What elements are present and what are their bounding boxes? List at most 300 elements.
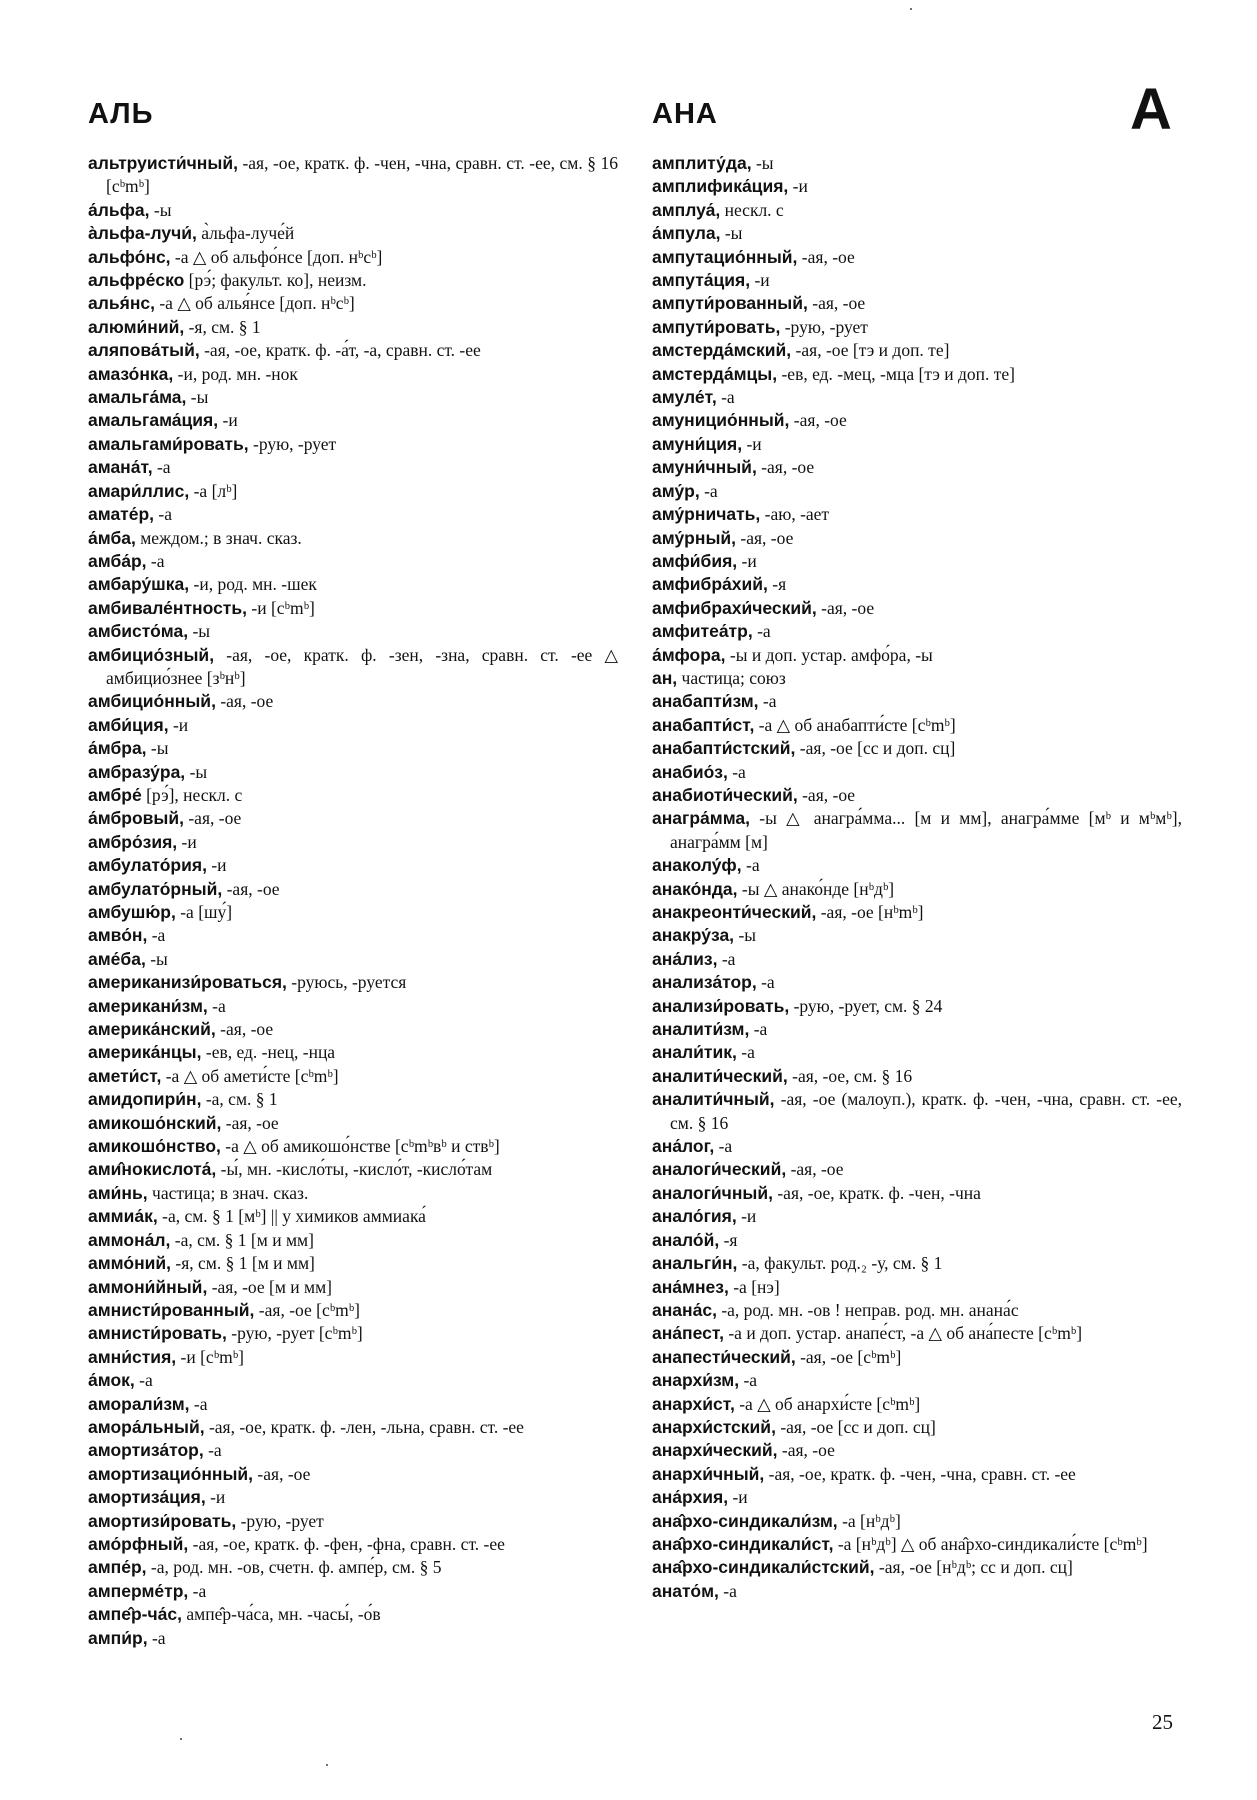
entry-headword: амальгами́ровать, [88,433,249,454]
entry-headword: америка́нцы, [88,1042,202,1063]
entry-headword: амво́н, [88,925,148,946]
entry-headword: а́мок, [88,1370,135,1391]
entry-body: -и [cᵇmᵇ] [247,597,315,618]
entry-body: -а, см. § 1 [м и мм] [170,1229,314,1250]
entry-headword: амстерда́мцы, [652,363,778,384]
entry-body: -а [шу́] [175,902,233,922]
dictionary-entry [88,807,618,830]
entry-headword: анализа́тор, [652,972,757,993]
dictionary-entry [652,1229,1182,1252]
entry-headword: амикошо́нский, [88,1112,222,1133]
entry-headword: амбулато́рия, [88,855,207,876]
dictionary-entry [88,1158,618,1181]
entry-headword: а́мба, [88,527,136,548]
entry-headword: ана̂рхо-синдикали́ст, [652,1533,834,1554]
dictionary-entry [652,222,1182,245]
entry-body: -ая, -ое (малоуп.), кратк. ф. -чен, -чна, сравн. ст. -ее, см. § 16 [670,1089,1182,1133]
entry-body: -а [756,972,775,993]
entry-headword: амана́т, [88,457,153,478]
entry-headword: альфо́нс, [88,246,171,267]
dictionary-entry [652,1018,1182,1041]
dictionary-entry [652,1463,1182,1486]
entry-headword: амазо́нка, [88,363,174,384]
dictionary-entry [88,386,618,409]
entry-headword: американи́зм, [88,995,208,1016]
entry-headword: аналити́чный, [652,1089,775,1110]
entry-body: -ая, -ое, кратк. ф. -чен, -чна, сравн. ст. -ее [764,1463,1076,1484]
entry-headword: амбулато́рный, [88,878,223,899]
dictionary-entry [652,1580,1182,1603]
dictionary-entry [652,480,1182,503]
entry-headword: амальгама́ция, [88,410,219,431]
entry-body: -и [168,714,189,735]
entry-body: -ы [188,621,211,642]
entry-headword: амфи́бия, [652,550,738,571]
entry-body: -и [737,550,757,571]
dictionary-entry [652,199,1182,222]
entry-body: -а, см. § 1 [201,1089,278,1110]
dictionary-entry [88,597,618,620]
entry-body: -ая, -ое, см. § 16 [787,1065,913,1086]
dictionary-entry [88,644,618,691]
dictionary-entry [88,1439,618,1462]
entry-headword: амети́ст, [88,1065,162,1086]
dictionary-entry [652,1088,1182,1135]
entry-headword: анана́с, [652,1299,717,1320]
entry-body: -ая, -ое [нᵇдᵇ; сс и доп. сц] [874,1557,1073,1578]
print-speck [326,1764,328,1766]
dictionary-entry [652,924,1182,947]
entry-headword: анакреонти́ческий, [652,902,817,922]
entry-headword: а́мпула, [652,223,721,244]
entry-headword: анабиоти́ческий, [652,784,798,805]
entry-body: -ая, -ое [нᵇmᵇ] [816,902,924,922]
section-letter: А [1130,77,1172,142]
entry-headword: ана̂рхо-синдикали́зм, [652,1510,838,1531]
entry-headword: амнисти́рованный, [88,1299,255,1320]
dictionary-entry [88,1276,618,1299]
entry-headword: ами́нь, [88,1182,148,1203]
entry-headword: ан, [652,667,678,688]
entry-body: -а [727,761,746,782]
dictionary-entry [652,1556,1182,1579]
dictionary-entry [88,1533,618,1556]
entry-body: -а [739,1370,758,1391]
entry-headword: амортиза́ция, [88,1487,206,1508]
entry-headword: амуни́чный, [652,457,757,478]
dictionary-entry [652,1135,1182,1158]
dictionary-entry [88,878,618,901]
dictionary-entry [88,1393,618,1416]
entry-body: -а △ об анархи́сте [cᵇmᵇ] [734,1393,921,1414]
entry-body: -и [218,410,238,431]
dictionary-entry [652,1182,1182,1205]
dictionary-entry [88,269,618,292]
entry-headword: анальги́н, [652,1253,738,1274]
entry-body: -ы́, мн. -кисло́ты, -кисло́т, -кисло́там [216,1159,493,1180]
entry-headword: а́мфора, [652,644,726,665]
entry-headword: анако́нда, [652,878,738,899]
entry-body: -ая, -ое [cᵇmᵇ] [795,1346,902,1367]
entry-body: -рую, -рует [780,316,868,337]
entry-body: [рэ́], нескл. с [141,784,243,805]
entry-headword: анало́гия, [652,1206,737,1227]
entry-headword: анализи́ровать, [652,995,790,1016]
entry-headword: амикошо́нство, [88,1136,221,1157]
dictionary-entry [652,1276,1182,1299]
dictionary-entry [652,175,1182,198]
entry-body: -ая, -ое, кратк. ф. -фен, -фна, сравн. ст. -ее [188,1533,505,1554]
dictionary-entry [88,409,618,432]
dictionary-entry [88,831,618,854]
entry-body: -а, род. мн. -ов ! неправ. род. мн. анана́с [716,1299,1019,1320]
dictionary-entry [652,573,1182,596]
entry-body: -а [146,550,165,571]
entry-headword: анагра́мма, [652,808,751,829]
entry-body: -и [205,1487,226,1508]
entry-body: -я, см. § 1 [184,316,261,337]
dictionary-entry [652,316,1182,339]
entry-headword: амуле́т, [652,387,717,408]
entry-body: -аю, -ает [760,504,830,525]
entry-headword: амбро́зия, [88,831,178,852]
entry-body: -а и доп. устар. анапе́ст, -а △ об ана́песте [cᵇmᵇ] [723,1323,1083,1344]
dictionary-entry [88,784,618,807]
entry-headword: анархи́ческий, [652,1440,778,1461]
dictionary-entry [88,1580,618,1603]
dictionary-entry [88,1112,618,1135]
entry-headword: ами̂нокислота́, [88,1159,217,1180]
entry-headword: амора́льный, [88,1416,205,1437]
entry-body: -ая, -ое [222,878,280,899]
entry-body: -а [189,1393,208,1414]
entry-body: -ы [145,948,168,969]
entry-body: частица; в знач. сказ. [147,1182,309,1203]
entry-body: -ая, -ое, кратк. ф. -чен, -чна [772,1182,981,1203]
entry-body: -ая, -ое [тэ и доп. те] [791,340,950,361]
entry-headword: аналити́ческий, [652,1065,788,1086]
dictionary-entry [88,1041,618,1064]
print-speck [910,8,912,10]
entry-body: -рую, -рует, см. § 24 [789,995,943,1016]
entry-headword: американизи́роваться, [88,972,287,993]
entry-headword: аму́рничать, [652,504,761,525]
dictionary-entry [88,737,618,760]
entry-headword: аммо́ний, [88,1253,172,1274]
dictionary-entry [88,1556,618,1579]
dictionary-entry [88,503,618,526]
dictionary-entry [652,714,1182,737]
dictionary-entry [652,667,1182,690]
entry-body: -ая, -ое [сс и доп. сц] [775,1416,936,1437]
dictionary-entry [88,1299,618,1322]
dictionary-entry [652,1510,1182,1533]
dictionary-entry [88,527,618,550]
dictionary-entry [652,854,1182,877]
entry-headword: анабапти́стский, [652,738,796,759]
entry-headword: ампе̂р-ча́с, [88,1604,182,1625]
dictionary-entry [88,246,618,269]
entry-headword: аммиа́к, [88,1206,158,1227]
dictionary-entry [88,433,618,456]
entry-headword: аляпова́тый, [88,340,200,361]
entry-body: -ев, ед. -нец, -нца [201,1042,336,1063]
entry-body: -а △ об алья́нсе [доп. нᵇcᵇ] [154,293,355,314]
entry-headword: амортизи́ровать, [88,1510,237,1531]
dictionary-entry [652,1322,1182,1345]
entry-body: -ая, -ое [777,1440,835,1461]
dictionary-entry [88,480,618,503]
entry-body: -ая, -ое [756,457,815,478]
dictionary-entry [88,550,618,573]
entry-headword: амфибрахи́ческий, [652,597,817,618]
entry-headword: амбивале́нтность, [88,597,247,618]
entry-headword: амбисто́ма, [88,621,189,642]
entry-body: -ы [734,925,757,946]
entry-body: -а △ об амети́сте [cᵇmᵇ] [161,1065,339,1086]
entry-body: а̀льфа-луче́й [196,223,295,244]
entry-body: -ая, -ое [786,1159,844,1180]
dictionary-entry [88,854,618,877]
entry-headword: анабио́з, [652,761,728,782]
entry-body: -а [нᵇдᵇ] [837,1510,901,1531]
dictionary-entry [88,1346,618,1369]
dictionary-entry [652,269,1182,292]
dictionary-entry [88,292,618,315]
entry-body: -а [718,1580,737,1601]
entry-body: -а [752,621,771,642]
entry-headword: анархи́стский, [652,1416,776,1437]
entry-headword: анакру́за, [652,925,735,946]
dictionary-entry [652,1486,1182,1509]
dictionary-entry [652,550,1182,573]
dictionary-entry [88,199,618,222]
right-column [652,152,1182,1603]
entry-headword: ана́лиз, [652,948,718,969]
entry-headword: амфитеа́тр, [652,621,753,642]
dictionary-entry [652,1158,1182,1181]
entry-body: -и [728,1487,748,1508]
entry-body: -ая, -ое [253,1463,311,1484]
entry-headword: анапести́ческий, [652,1346,796,1367]
dictionary-entry [88,152,618,199]
entry-body: -рую, -рует [248,433,337,454]
entry-headword: амфибра́хий, [652,574,768,595]
entry-body: -ая, -ое, кратк. ф. -а́т, -а, сравн. ст. -ее [199,340,481,361]
entry-headword: амби́ция, [88,714,169,735]
entry-body: -я [767,574,787,595]
entry-body: [рэ́; факульт. ко], неизм. [184,270,367,291]
entry-headword: анабапти́ст, [652,714,755,735]
entry-body: -а [лᵇ] [189,480,238,501]
dictionary-entry [652,1393,1182,1416]
entry-body: -ая, -ое [215,691,274,712]
entry-headword: амба́р, [88,550,147,571]
entry-headword: амбразу́ра, [88,761,186,782]
entry-headword: альтруисти́чный, [88,153,238,173]
entry-body: -а [716,387,735,408]
entry-body: -я [719,1229,738,1250]
dictionary-entry [652,737,1182,760]
entry-headword: анархи́зм, [652,1370,740,1391]
entry-body: -а △ об амикошо́нстве [cᵇmᵇвᵇ и ствᵇ] [220,1136,500,1157]
entry-headword: аму́рный, [652,527,737,548]
entry-headword: ана̂рхо-синдикали́стский, [652,1557,875,1578]
entry-headword: амплиту́да, [652,153,752,173]
entry-body: -ая, -ое [816,597,875,618]
entry-headword: амуницио́нный, [652,410,790,431]
dictionary-entry [88,1627,618,1650]
entry-body: -а, см. § 1 [мᵇ] || у химиков аммиака́ [157,1206,426,1227]
entry-headword: амни́стия, [88,1346,177,1367]
dictionary-entry [88,316,618,339]
entry-body: -ая, -ое [215,1019,274,1040]
entry-headword: а̀льфа-лучи́, [88,223,197,244]
dictionary-entry [652,878,1182,901]
entry-headword: ампути́ровать, [652,316,781,337]
entry-body: -а [203,1440,222,1461]
dictionary-entry [652,433,1182,456]
dictionary-entry [652,690,1182,713]
entry-body: -а [207,995,226,1016]
entry-body: -а [188,1580,207,1601]
print-speck [180,1738,182,1740]
entry-headword: амперме́тр, [88,1580,189,1601]
dictionary-entry [652,1369,1182,1392]
entry-body: -ы [149,199,172,220]
entry-headword: амари́ллис, [88,480,190,501]
entry-headword: амо́рфный, [88,1533,189,1554]
dictionary-entry [88,1229,618,1252]
dictionary-entry [652,644,1182,667]
entry-headword: аналити́зм, [652,1019,750,1040]
entry-body: -ая, -ое [797,784,856,805]
entry-body: -а [758,691,777,712]
entry-headword: амбицио́зный, [88,644,215,665]
dictionary-entry [88,573,618,596]
entry-body: -ая, -ое, кратк. ф. -зен, -зна, сравн. ст. -ее △ амбицио́знее [зᵇнᵇ] [106,644,618,688]
dictionary-entry [88,363,618,386]
entry-body: -руюсь, -руется [286,972,407,993]
entry-headword: анаколу́ф, [652,855,742,876]
entry-body: -а [нэ] [728,1276,780,1297]
dictionary-entry [652,901,1182,924]
entry-body: -а △ об анабапти́сте [cᵇmᵇ] [754,714,956,735]
entry-body: -а [736,1042,755,1063]
entry-headword: амбре́ [88,784,142,805]
entry-body: -ая, -ое [сс и доп. сц] [795,738,956,759]
entry-body: -и [cᵇmᵇ] [176,1346,244,1367]
entry-body: -ы [186,387,209,408]
running-head-left: АЛЬ [88,98,154,130]
entry-body: -а, факульт. род.₂ -у, см. § 1 [737,1253,943,1274]
entry-body: -а [нᵇдᵇ] △ об ана̂рхо-синдикали́сте [cᵇmᵇ] [833,1533,1148,1554]
entry-headword: а́мбровый, [88,808,184,829]
dictionary-entry [652,1439,1182,1462]
dictionary-entry [88,1603,618,1626]
entry-headword: амате́р, [88,504,155,525]
entry-body: -ая, -ое [183,808,242,829]
dictionary-entry [88,1322,618,1345]
dictionary-entry [652,1416,1182,1439]
entry-body: -а, род. мн. -ов, счетн. ф. ампе́р, см. § 5 [146,1557,442,1578]
dictionary-entry [652,1041,1182,1064]
entry-headword: амбицио́нный, [88,691,216,712]
entry-headword: аммони́йный, [88,1276,208,1297]
dictionary-entry [652,409,1182,432]
dictionary-entry [652,597,1182,620]
entry-body: -ая, -ое [221,1112,279,1133]
entry-body: -а [717,948,736,969]
entry-body: -и [750,270,770,291]
entry-body: -и [788,176,808,197]
entry-headword: а́льфа, [88,199,150,220]
entry-body: -ая, -ое [807,293,866,314]
entry-body: -а △ об альфо́нсе [доп. нᵇcᵇ] [170,246,383,267]
entry-headword: ана́рхия, [652,1487,729,1508]
entry-headword: амбушю́р, [88,902,176,922]
entry-headword: амстерда́мский, [652,340,792,361]
dictionary-entry [652,1346,1182,1369]
dictionary-entry [88,456,618,479]
entry-body: -а [741,855,760,876]
entry-headword: аму́р, [652,480,700,501]
dictionary-entry [88,901,618,924]
entry-headword: амбару́шка, [88,574,190,595]
entry-body: частица; союз [677,667,786,688]
entry-body: -а [699,480,718,501]
entry-headword: амортизацио́нный, [88,1463,254,1484]
entry-headword: анало́й, [652,1229,720,1250]
dictionary-entry [652,503,1182,526]
dictionary-entry [652,363,1182,386]
dictionary-entry [652,246,1182,269]
dictionary-entry [88,222,618,245]
dictionary-entry [88,1463,618,1486]
dictionary-entry [88,1088,618,1111]
entry-body: -а [749,1019,768,1040]
entry-body: -а [714,1136,733,1157]
entry-headword: анархи́ст, [652,1393,735,1414]
dictionary-entry [652,948,1182,971]
entry-headword: ампута́ция, [652,270,751,291]
entry-body: -рую, -рует [236,1510,324,1531]
dictionary-entry [88,1416,618,1439]
dictionary-entry [652,1205,1182,1228]
entry-body: -ая, -ое [789,410,847,431]
dictionary-entry [88,690,618,713]
entry-body: -рую, -рует [cᵇmᵇ] [226,1323,363,1344]
entry-body: ампе̂р-ча́са, мн. -часы́, -о́в [182,1604,381,1625]
dictionary-entry [88,1205,618,1228]
dictionary-entry [88,714,618,737]
entry-body: -и, род. мн. -шек [189,574,317,595]
entry-body: -ы [751,153,774,173]
dictionary-entry [652,971,1182,994]
dictionary-entry [88,1510,618,1533]
entry-headword: анали́тик, [652,1042,737,1063]
dictionary-entry [652,152,1182,175]
entry-headword: амортиза́тор, [88,1440,204,1461]
dictionary-entry [88,1252,618,1275]
entry-headword: ампути́рованный, [652,293,808,314]
entry-headword: алья́нс, [88,293,155,314]
entry-headword: амнисти́ровать, [88,1323,227,1344]
entry-headword: амплифика́ция, [652,176,789,197]
dictionary-entry [652,527,1182,550]
dictionary-entry [652,456,1182,479]
entry-headword: аморали́зм, [88,1393,190,1414]
